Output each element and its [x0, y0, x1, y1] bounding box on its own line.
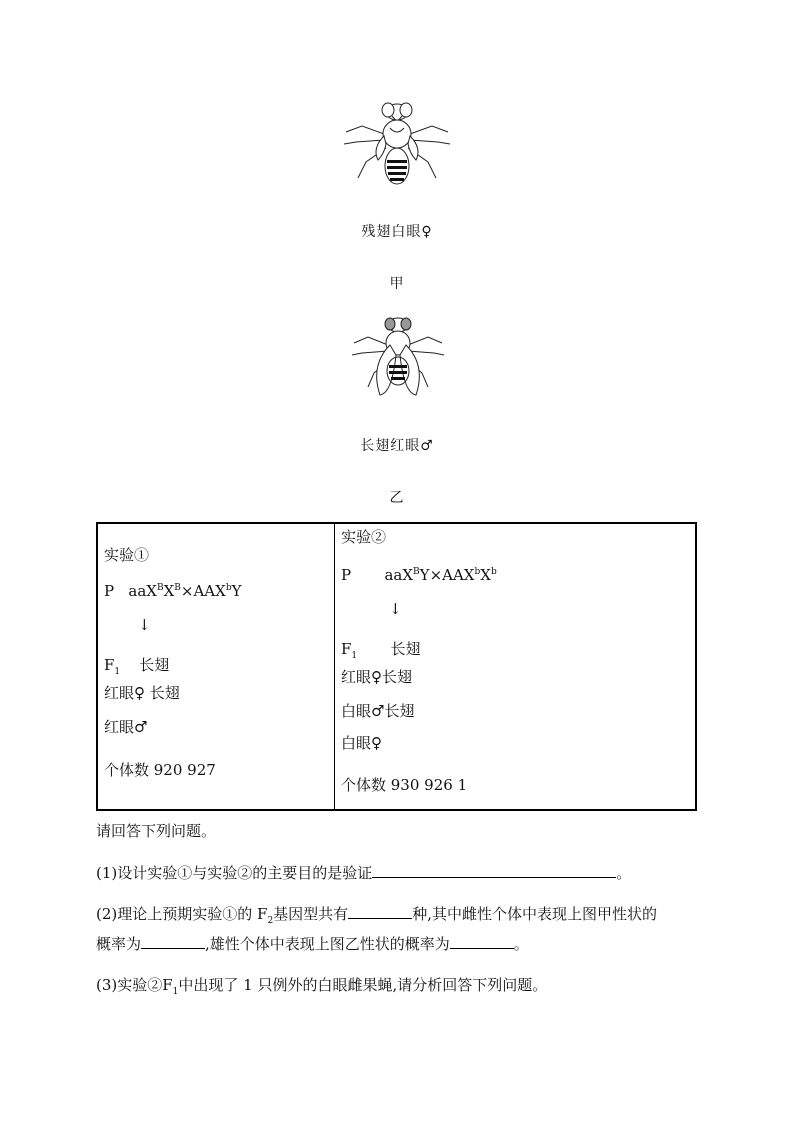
experiment2-counts: 个体数 930 926 1 — [341, 776, 468, 794]
question-1: (1)设计实验①与实验②的主要目的是验证 。 — [96, 864, 632, 882]
fly1-label: 甲 — [389, 276, 405, 292]
experiment1-cell — [97, 523, 335, 810]
experiment1-title: 实验① — [104, 546, 150, 564]
experiment2-title: 实验② — [341, 528, 387, 546]
fly2-caption: 长翅红眼♂ — [360, 438, 434, 454]
answer-blank-q2-3[interactable] — [450, 936, 514, 949]
experiment2-line-a: 红眼♀长翅 — [341, 668, 412, 686]
experiment1-f1: $F_1$ 长翅 — [104, 656, 170, 677]
experiment1-counts: 个体数 920 927 — [104, 761, 216, 779]
question-3: (3)实验$②F_1$中出现了 1 只例外的白眼雌果蝇,请分析回答下列问题。 — [96, 976, 548, 997]
experiment2-f1: $F_1$ 长翅 — [341, 640, 421, 661]
answer-blank-q2-1[interactable] — [348, 906, 412, 919]
answer-blank-q2-2[interactable] — [141, 936, 205, 949]
experiment2-arrow: ↓ — [389, 600, 402, 618]
experiment1-cross: P $aaX^BX^B\times AAX^bY$ — [104, 582, 242, 600]
experiment2-cross: P $aaX^BY\times AAX^bX^b$ — [341, 566, 497, 584]
experiment1-arrow: ↓ — [138, 616, 151, 634]
experiment1-line-a: 红眼♀ 长翅 — [104, 684, 180, 702]
fly1-caption: 残翅白眼♀ — [361, 224, 433, 240]
fly2-label: 乙 — [389, 490, 405, 506]
answer-blank-q1[interactable] — [372, 865, 616, 878]
fly-long-wing-illustration — [350, 315, 446, 401]
experiment2-line-b: 白眼♂长翅 — [341, 702, 415, 720]
experiment2-line-c: 白眼♀ — [341, 734, 382, 752]
question-2-line-2: 概率为 ,雄性个体中表现上图乙性状的概率为 。 — [96, 935, 529, 953]
fly-vestigial-wing-illustration — [340, 98, 454, 190]
experiment-table — [96, 522, 697, 811]
questions-intro: 请回答下列问题。 — [96, 822, 217, 840]
experiment1-line-b: 红眼♂ — [104, 718, 148, 736]
experiment2-cell — [335, 523, 697, 810]
question-2-line-1: (2)理论上预期实验①的 $F_2$基因型共有 种,其中雌性个体中表现上图甲性状的 — [96, 905, 657, 926]
